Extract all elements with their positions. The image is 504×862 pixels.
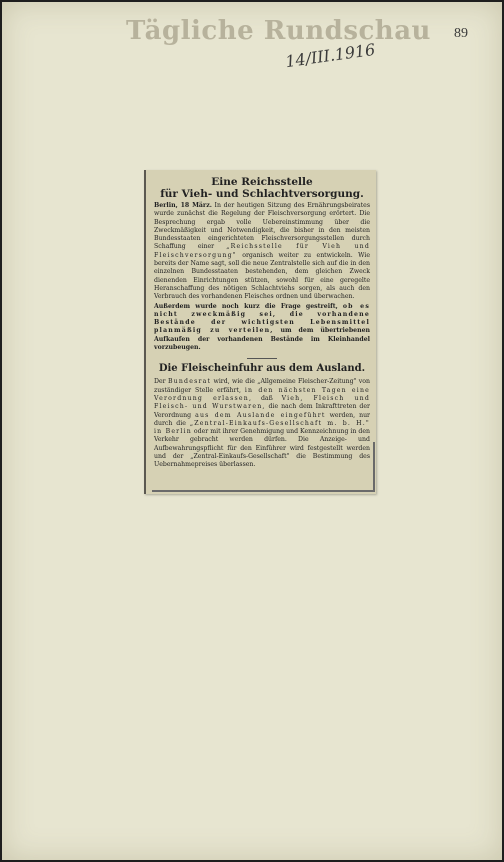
page-number: 89 xyxy=(454,26,468,41)
article2-text-start: Der xyxy=(154,378,166,386)
article1-title-line1: Eine Reichsstelle xyxy=(211,176,313,188)
article1-paragraph1 xyxy=(154,202,370,302)
article1-title xyxy=(154,176,370,200)
article1-title-line2: für Vieh- und Schlachtversorgung. xyxy=(160,188,364,200)
article2-text-d: werden, nur durch die xyxy=(154,411,371,427)
article2-spaced-c: Vieh, Fleisch und Fleisch- und Wurstwaren, xyxy=(154,394,370,411)
handwritten-date: 14/III.1916 xyxy=(284,39,377,72)
archive-page xyxy=(2,2,502,860)
article1-text1: In der heutigen Sitzung des Ernährungsbeirates wurde zunächst die Regelung der Fleischversorgung erörtert. Die Besprechung ergab volle Uebereinstimmung über die Zweckmäßigkeit und Notwendigkeit, die bisher in den meisten Bundesstaaten eingerichteten Fleischversorgungsstellen durch Schaffung einer xyxy=(154,202,371,251)
article2-text-a: wird, wie die „Allgemeine Fleischer-Zeitung" von zuständiger Stelle erfährt, xyxy=(154,378,370,394)
article2-text-e: oder mit ihrer Genehmigung und Kennzeichnung in den Verkehr gebracht werden dürfen. Die Anzeige- und Aufbewahrungspflicht für den Einführer wird festgestellt werden und der „Zentral-Einkaufs-Gesellschaft" die Bestimmung des Uebernahmepreises überlassen. xyxy=(154,428,371,469)
article1-text1-end: organisch weiter zu entwickeln. Wie bereits der Name sagt, soll die neue Zentralstelle sich auf die in den einzelnen Bundesstaaten bestehenden, dem gleichen Zweck dienenden Einrichtungen stützen, sowohl für eine geregelte Heranschaffung des nötigen Schlachtviehs sorgen, als auch den Verbrauch des vorhandenen Fleisches ordnen und überwachen. xyxy=(154,251,371,301)
article1-spaced2: ob es nicht zweckmäßig sei, die vorhandene Bestände der wichtigsten Lebensmittel planmäßig zu verteilen, xyxy=(154,302,370,335)
article-divider xyxy=(247,358,277,359)
article2-spaced-b: in den nächsten Tagen eine Verordnung erlassen, xyxy=(154,386,370,402)
newspaper-clipping xyxy=(144,170,376,494)
article1-spaced1: „Reichsstelle für Vieh und Fleischversorgung" xyxy=(154,243,370,259)
clipping-right-rule xyxy=(373,442,375,492)
article2-text-b: daß xyxy=(260,394,273,402)
article2-spaced-a: Bundesrat xyxy=(167,378,212,386)
article1-paragraph2 xyxy=(154,303,370,353)
article2-spaced-d: aus dem Auslande eingeführt xyxy=(195,411,326,419)
article2-paragraph xyxy=(154,378,370,469)
article1-dateline: Berlin, 18 März. xyxy=(154,202,212,209)
clipping-bottom-rule xyxy=(152,490,374,492)
article1-text2-end: um dem übertriebenen Aufkaufen der vorhandenen Bestände im Kleinhandel vorzubeugen. xyxy=(154,327,371,352)
article1-text2-start: Außerdem wurde noch kurz die Frage gestreift, xyxy=(154,302,338,310)
article2-text-c: die nach dem Inkrafttreten der Verordnung xyxy=(154,403,370,419)
newspaper-masthead: Tägliche Rundschau xyxy=(126,16,431,46)
article2-spaced-e: „Zentral-Einkaufs-Gesellschaft m. b. H." in Berlin xyxy=(154,419,370,436)
article2-title: Die Fleischeinfuhr aus dem Ausland. xyxy=(158,363,366,375)
